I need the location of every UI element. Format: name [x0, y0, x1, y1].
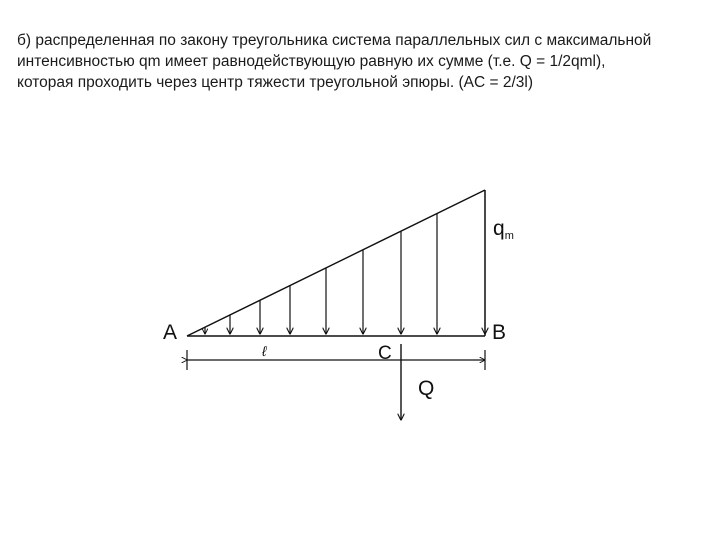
label-q-max-symbol: q — [493, 217, 505, 240]
label-q-max-subscript: m — [504, 230, 514, 242]
label-b: B — [492, 321, 507, 344]
label-q-max — [493, 217, 514, 242]
load-arrows — [205, 190, 485, 334]
label-a: A — [163, 321, 178, 344]
load-hypotenuse — [187, 190, 485, 336]
dimension-line — [187, 350, 485, 370]
description-line-3: которая проходить через центр тяжести треугольной эпюры. (AC = 2/3l) — [17, 74, 534, 91]
description-line-2: интенсивностью qm имеет равнодействующую равную их сумме (т.е. Q = 1/2qml), — [17, 53, 606, 70]
label-c: C — [378, 343, 392, 364]
label-q-resultant: Q — [418, 377, 435, 400]
description-line-1: б) распределенная по закону треугольника система параллельных сил с максимальной — [17, 32, 652, 49]
label-length: ℓ — [262, 343, 267, 359]
